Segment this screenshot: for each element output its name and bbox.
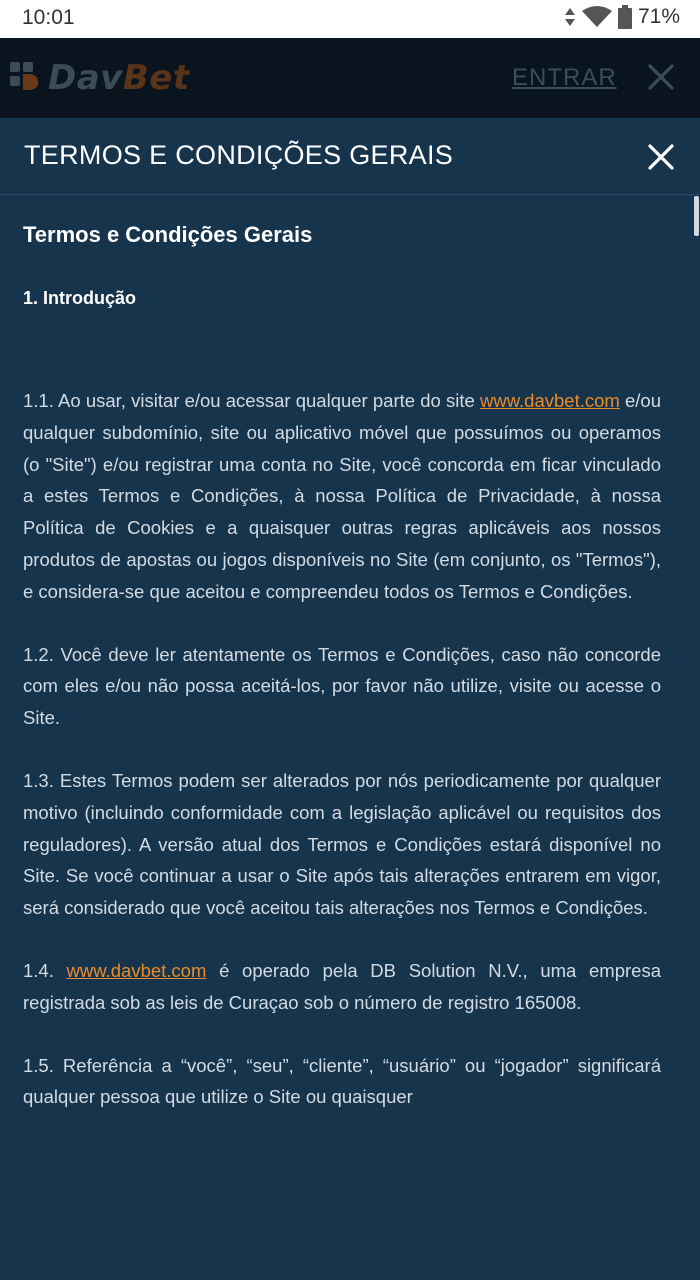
- battery-icon: [618, 5, 632, 29]
- p4-prefix: 1.4.: [23, 959, 67, 981]
- section-title: 1. Introdução: [23, 288, 137, 308]
- document-heading: Termos e Condições Gerais: [23, 222, 313, 247]
- status-bar: [0, 0, 700, 38]
- davbet-link[interactable]: www.davbet.com: [479, 390, 620, 411]
- login-link[interactable]: ENTRAR: [512, 64, 617, 91]
- p4-text: é operado pela DB Solution N.V., uma empresa registrada sob as leis de Curaçao sob o número de registro 165008.: [23, 959, 661, 1013]
- logo-mark-icon: [10, 60, 40, 97]
- paragraph-1-3: 1.3. Estes Termos podem ser alterados por nós periodicamente por qualquer motivo (incluindo conformidade com a legislação aplicável ou requisitos dos reguladores). A versão atual dos Termos e Condições estará disponível no Site. Se você continuar a usar o Site após tais alterações entrarem em vigor, será considerado que você aceitou tais alterações nos Termos e Condições.: [23, 769, 661, 919]
- paragraph-1-1: [23, 385, 661, 608]
- paragraph-1-2: 1.2. Você deve ler atentamente os Termos e Condições, caso não concorde com eles e/ou não possa aceitá-los, por favor não utilize, visite ou acesse o Site.: [23, 643, 661, 729]
- davbet-logo[interactable]: [10, 58, 190, 98]
- davbet-link[interactable]: www.davbet.com: [66, 959, 207, 981]
- status-time: 10:01: [22, 6, 75, 29]
- close-icon: [648, 144, 674, 170]
- logo-text: [48, 58, 190, 98]
- modal-close-button[interactable]: [648, 144, 674, 175]
- app-header: [0, 38, 700, 118]
- logo-bet: Bet: [122, 58, 190, 98]
- p1-prefix: 1.1. Ao usar, visitar e/ou acessar qualquer parte do site: [23, 390, 480, 411]
- battery-percent: 71%: [637, 5, 680, 28]
- logo-dav: Dav: [48, 58, 123, 98]
- paragraph-1-4: [23, 955, 661, 1019]
- paragraph-1-5: 1.5. Referência a “você”, “seu”, “cliente”, “usuário” ou “jogador” significará qualquer pessoa que utilize o Site ou quaisquer: [23, 1054, 661, 1108]
- p1-text: e/ou qualquer subdomínio, site ou aplicativo móvel que possuímos ou operamos (o "Site") e/ou registrar uma conta no Site, você concorda em ficar vinculado a estes Termos e Condições, à nossa Política de Privacidade, à nossa Política de Cookies e a quaisquer outras regras aplicáveis aos nossos produtos de apostas ou jogos disponíveis no Site (em conjunto, os "Termos"), e considera-se que aceitou e compreendeu todos os Termos e Condições.: [23, 390, 661, 602]
- close-icon[interactable]: [648, 64, 674, 95]
- data-arrows-icon: [564, 7, 576, 27]
- modal-header: [0, 118, 700, 195]
- terms-content: [23, 208, 661, 1113]
- terms-modal: [0, 118, 700, 1280]
- modal-title: TERMOS E CONDIÇÕES GERAIS: [24, 140, 454, 170]
- wifi-icon: [582, 6, 612, 28]
- scrollbar-thumb[interactable]: [694, 196, 699, 236]
